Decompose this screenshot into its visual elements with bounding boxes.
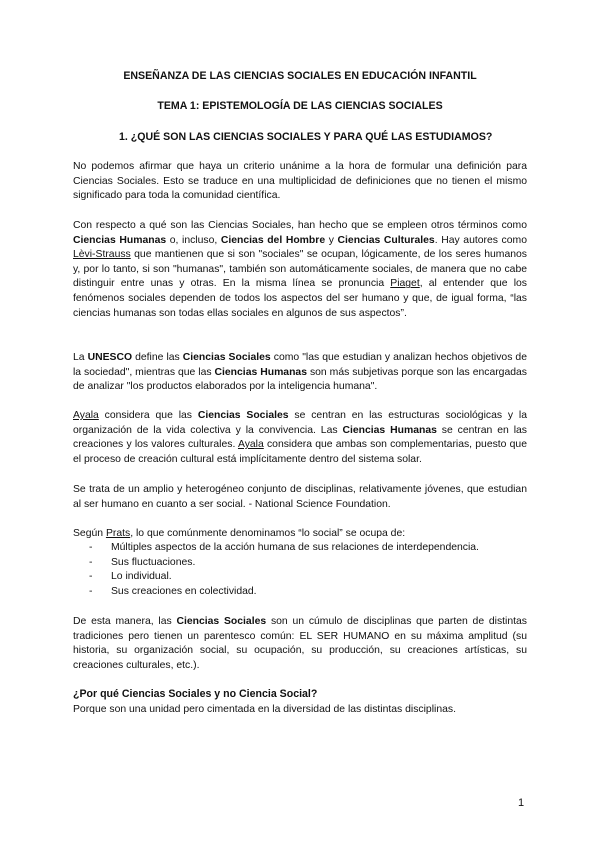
document-subtitle: TEMA 1: EPISTEMOLOGÍA DE LAS CIENCIAS SOCIALES (157, 100, 443, 112)
text-run: Según (73, 528, 106, 539)
list-item: - Lo individual. (89, 570, 479, 585)
social-aspects-list (89, 541, 479, 599)
text-run: y (325, 234, 338, 246)
list-item: - Sus fluctuaciones. (89, 556, 479, 571)
paragraph-1: No podemos afirmar que haya un criterio unánime a la hora de formular una definición para Ciencias Sociales. Esto se traduce en una multiplicidad de definiciones que no tienen el mismo significado para toda la comunidad científica. (73, 161, 527, 202)
paragraph-4 (73, 409, 527, 467)
paragraph-7 (73, 615, 527, 673)
text-run: son un cúmulo de disciplinas que parten de distintas tradiciones pero tienen un parentesco común: EL SER HUMANO en su máxima amplitud (su historia, su organización social, su ocupación, su producción, su creaciones artísticas, su creaciones culturales, etc.). (73, 616, 528, 671)
text-run: define las (132, 352, 183, 363)
text-run: considera que ambas son complementarias, puesto que el proceso de creación cultural está implícitamente dentro del sistema solar. (73, 439, 527, 465)
bold-term: Ciencias Sociales (176, 616, 267, 627)
list-item: - Sus creaciones en colectividad. (89, 585, 479, 600)
text-run: son más subjetivas porque son las encargadas de analizar "los productos elaborados por la inteligencia humana". (73, 366, 527, 393)
text-run: como "las que estudian y analizan hechos objetivos de la sociedad", mientras que las (73, 352, 527, 378)
text-run: De esta manera, las (73, 616, 177, 627)
paragraph-3 (73, 351, 527, 395)
question-answer: Porque son una unidad pero cimentada en la diversidad de las distintas disciplinas. (73, 704, 456, 715)
list-item: - Múltiples aspectos de la acción humana de sus relaciones de interdependencia. (89, 541, 479, 556)
bold-term: Ciencias Humanas (73, 234, 167, 246)
author-name: Piaget (390, 278, 420, 290)
bold-term: Ciencias Humanas (214, 366, 307, 378)
text-run: . Hay autores como (434, 234, 527, 246)
author-name: Lèvi-Strauss (73, 249, 131, 261)
author-name: Prats (105, 528, 131, 539)
author-name: Ayala (73, 410, 99, 421)
document-title: ENSEÑANZA DE LAS CIENCIAS SOCIALES EN EDUCACIÓN INFANTIL (123, 70, 477, 82)
text-run: La (73, 352, 88, 363)
text-run: , al entender que los fenómenos sociales dependen de todos los aspectos del ser humano y que, de igual forma, “las ciencias humanas son todas ellas sociales en algunos de sus aspectos”. (73, 278, 527, 319)
author-name: Ayala (237, 439, 264, 451)
text-run: o, incluso, (166, 234, 221, 246)
text-run: , lo que comúnmente denominamos “lo social” se ocupa de: (130, 528, 406, 539)
page-number: 1 (518, 797, 525, 809)
bold-term: Ciencias Sociales (182, 352, 271, 363)
bold-term: Ciencias Sociales (197, 410, 289, 421)
text-run: que mantienen que si son "sociales" se ocupan, lógicamente, de los seres humanos y, por lo tanto, si son "humanas", también son automáticamente sociales, de manera que no cabe distinguir entre unas y otras. En la misma línea se pronuncia (73, 249, 527, 290)
paragraph-5: Se trata de un amplio y heterogéneo conjunto de disciplinas, relativamente jóvenes, que estudian al ser humano en cuanto a ser social. - National Science Foundation. (73, 484, 527, 510)
bold-term: Ciencias Humanas (342, 424, 437, 436)
paragraph-6 (73, 527, 527, 542)
text-run: se centran en las creaciones y los valores culturales. (73, 424, 527, 451)
question-heading: ¿Por qué Ciencias Sociales y no Ciencia Social? (73, 688, 318, 700)
section-heading: 1. ¿QUÉ SON LAS CIENCIAS SOCIALES Y PARA QUÉ LAS ESTUDIAMOS? (119, 131, 493, 143)
text-run: considera que las (98, 410, 198, 421)
text-run: se centran en las estructuras sociológicas y la organización de la vida colectiva y la convivencia. Las (73, 410, 527, 436)
text-run: Con respecto a qué son las Ciencias Sociales, han hecho que se empleen otros términos como (73, 220, 527, 231)
bold-term: UNESCO (87, 352, 133, 363)
paragraph-2 (73, 219, 527, 321)
bold-term: Ciencias del Hombre (220, 234, 326, 246)
bold-term: Ciencias Culturales (337, 234, 435, 246)
